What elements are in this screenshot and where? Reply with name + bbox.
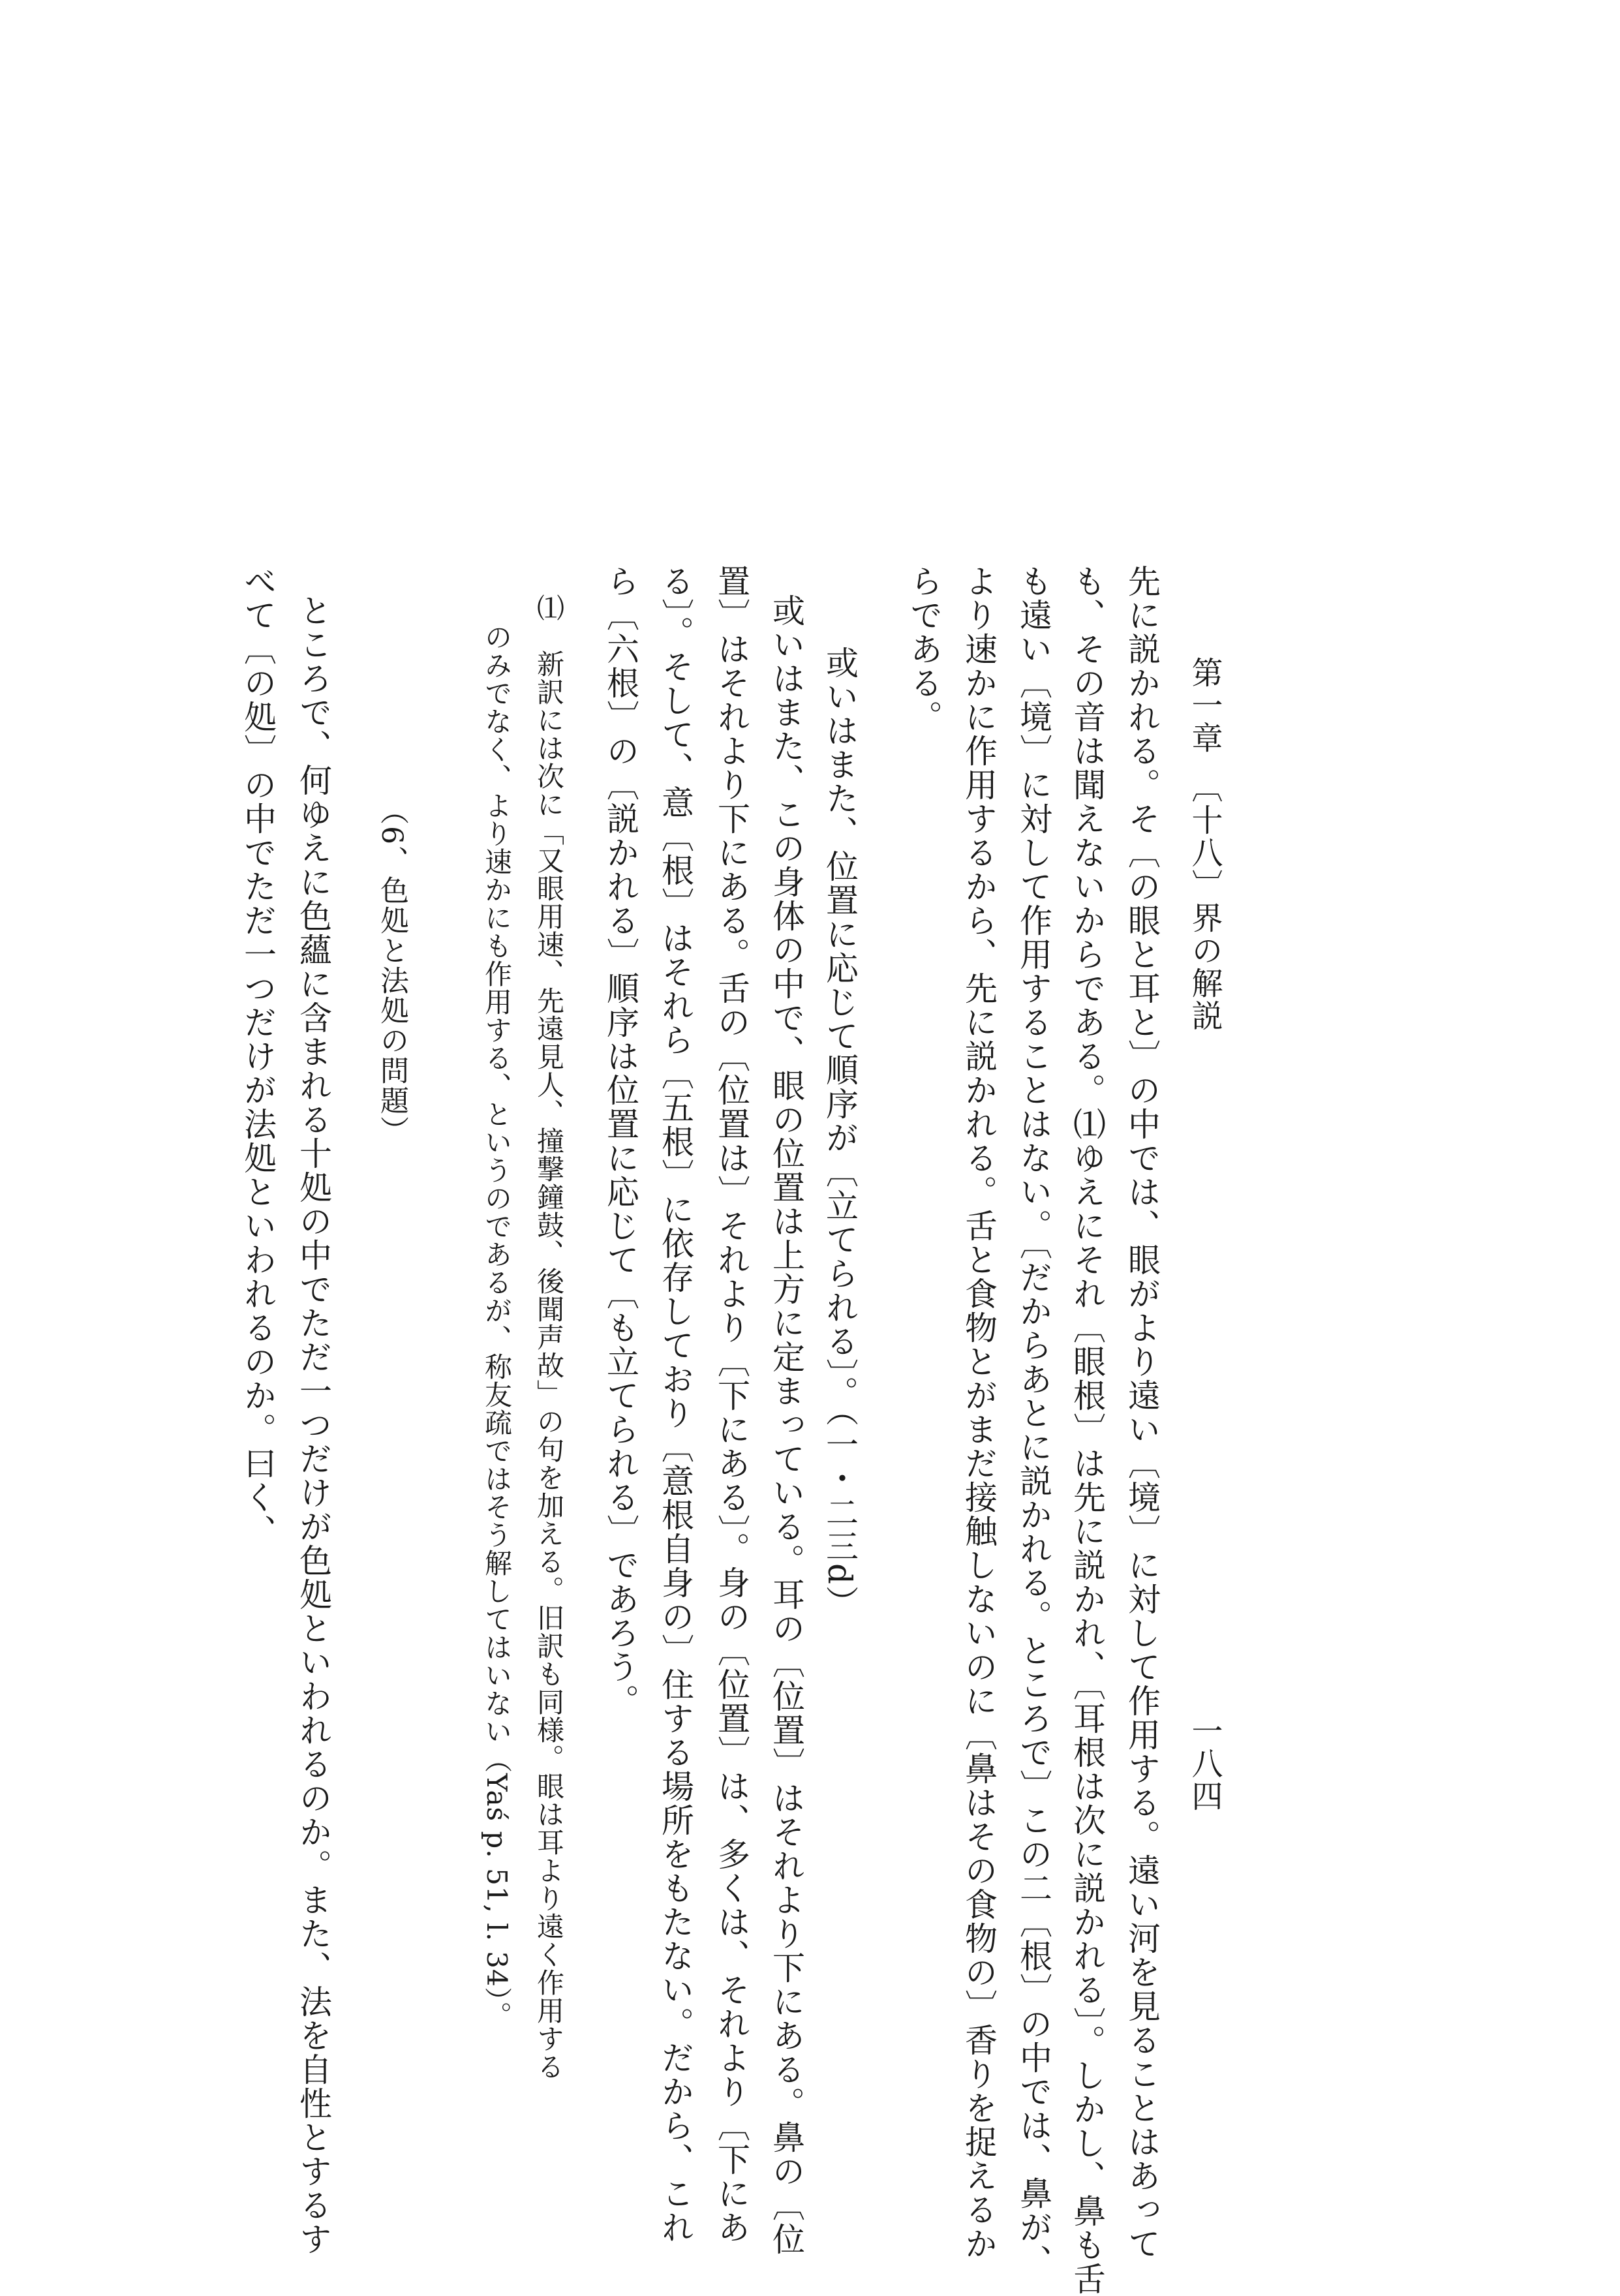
body-line: 先に説かれる。そ〔の眼と耳と〕の中では、眼がより遠い〔境〕に対して作用する。遠い河を見ることはあって xyxy=(1123,564,1161,2261)
body-line: る〕。そして、意〔根〕はそれら〔五根〕に依存しており〔意根自身の〕住する場所をもたない。だから、これ xyxy=(656,564,694,2244)
page-number: 一八四 xyxy=(1186,1715,1223,1813)
body-line: 或いはまた、位置に応じて順序が〔立てられる〕。（一・二三d） xyxy=(821,646,859,1620)
body-line: も、その音は聞えないからである。⑴ゆえにそれ〔眼根〕は先に説かれ、〔耳根は次に説かれる〕。しかし、鼻も舌 xyxy=(1068,564,1106,2296)
body-line: 置〕はそれより下にある。舌の〔位置は〕それより〔下にある〕。身の〔位置〕は、多くは、それより〔下にあ xyxy=(712,564,750,2244)
section-heading: （6、色処と法処の問題） xyxy=(375,796,408,1146)
footnote-line: のみでなく、より速かにも作用する、というのであるが、称友疏ではそう解してはいない（Yaś p. 51, l. 34）。 xyxy=(481,623,513,2030)
body-line: べて〔の処〕の中でただ一つだけが法処といわれるのか。曰く、 xyxy=(239,564,277,1548)
chapter-header-title: 第一章 〔十八〕界の解説 xyxy=(1186,656,1223,1032)
body-line: ところで、何ゆえに色蘊に含まれる十処の中でただ一つだけが色処といわれるのか。また、法を自性とするす xyxy=(294,594,332,2256)
body-line: ら〔六根〕の〔説かれる〕順序は位置に応じて〔も立てられる〕であろう。 xyxy=(602,564,639,1718)
body-line: も遠い〔境〕に対して作用することはない。〔だからあとに説かれる。ところで〕この二〔根〕の中では、鼻が、 xyxy=(1015,564,1052,2278)
body-line: 或いはまた、この身体の中で、眼の位置は上方に定まっている。耳の〔位置〕はそれより下にある。鼻の〔位 xyxy=(767,594,805,2256)
body-line: らである。 xyxy=(905,564,943,734)
body-line: より速かに作用するから、先に説かれる。舌と食物とがまだ接触しないのに〔鼻はその食物の〕香りを捉えるか xyxy=(960,564,998,2261)
footnote-line: ⑴ 新訳には次に「又眼用速、先遠見人、撞撃鐘鼓、後聞声故」の句を加える。旧訳も同様。眼は耳より遠く作用する xyxy=(533,594,565,2081)
